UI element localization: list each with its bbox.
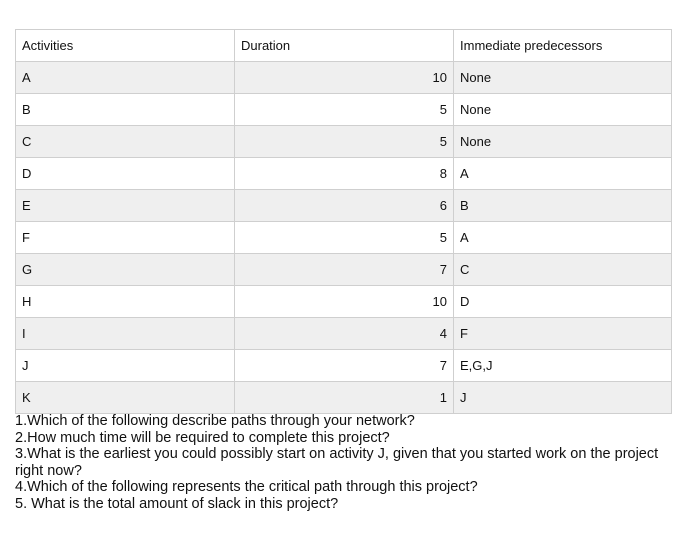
predecessors-cell: A	[454, 158, 672, 190]
activity-cell: G	[16, 254, 235, 286]
table-row	[16, 126, 672, 158]
activity-cell: E	[16, 190, 235, 222]
question-3: 3.What is the earliest you could possibly start on activity J, given that you started work on the project right now?	[15, 446, 659, 479]
header-duration: Duration	[235, 30, 454, 62]
duration-cell: 1	[235, 382, 454, 414]
activity-cell: F	[16, 222, 235, 254]
activity-cell: I	[16, 318, 235, 350]
question-5: 5. What is the total amount of slack in this project?	[15, 495, 339, 512]
header-activities: Activities	[16, 30, 235, 62]
table-row	[16, 190, 672, 222]
duration-cell: 5	[235, 222, 454, 254]
predecessors-cell: None	[454, 62, 672, 94]
duration-cell: 6	[235, 190, 454, 222]
duration-cell: 7	[235, 350, 454, 382]
activity-table	[15, 29, 672, 414]
table-row	[16, 222, 672, 254]
duration-cell: 5	[235, 94, 454, 126]
table-row	[16, 286, 672, 318]
activity-cell: D	[16, 158, 235, 190]
duration-cell: 4	[235, 318, 454, 350]
table-row	[16, 62, 672, 94]
predecessors-cell: C	[454, 254, 672, 286]
predecessors-cell: None	[454, 94, 672, 126]
table-row	[16, 318, 672, 350]
table-row	[16, 350, 672, 382]
table-row	[16, 158, 672, 190]
question-list	[15, 413, 675, 512]
duration-cell: 8	[235, 158, 454, 190]
activity-cell: C	[16, 126, 235, 158]
activity-cell: K	[16, 382, 235, 414]
predecessors-cell: F	[454, 318, 672, 350]
activity-cell: J	[16, 350, 235, 382]
predecessors-cell: A	[454, 222, 672, 254]
table-row	[16, 382, 672, 414]
table-row	[16, 254, 672, 286]
activity-cell: B	[16, 94, 235, 126]
duration-cell: 5	[235, 126, 454, 158]
question-1: 1.Which of the following describe paths through your network?	[15, 413, 415, 429]
table-header-row	[16, 30, 672, 62]
predecessors-cell: E,G,J	[454, 350, 672, 382]
activity-cell: H	[16, 286, 235, 318]
table-row	[16, 94, 672, 126]
duration-cell: 10	[235, 286, 454, 318]
predecessors-cell: None	[454, 126, 672, 158]
predecessors-cell: J	[454, 382, 672, 414]
duration-cell: 10	[235, 62, 454, 94]
predecessors-cell: B	[454, 190, 672, 222]
question-4: 4.Which of the following represents the critical path through this project?	[15, 479, 478, 495]
activity-cell: A	[16, 62, 235, 94]
header-immediate-predecessors: Immediate predecessors	[454, 30, 672, 62]
duration-cell: 7	[235, 254, 454, 286]
question-2: 2.How much time will be required to complete this project?	[15, 429, 390, 446]
activity-table-container	[15, 29, 671, 414]
predecessors-cell: D	[454, 286, 672, 318]
